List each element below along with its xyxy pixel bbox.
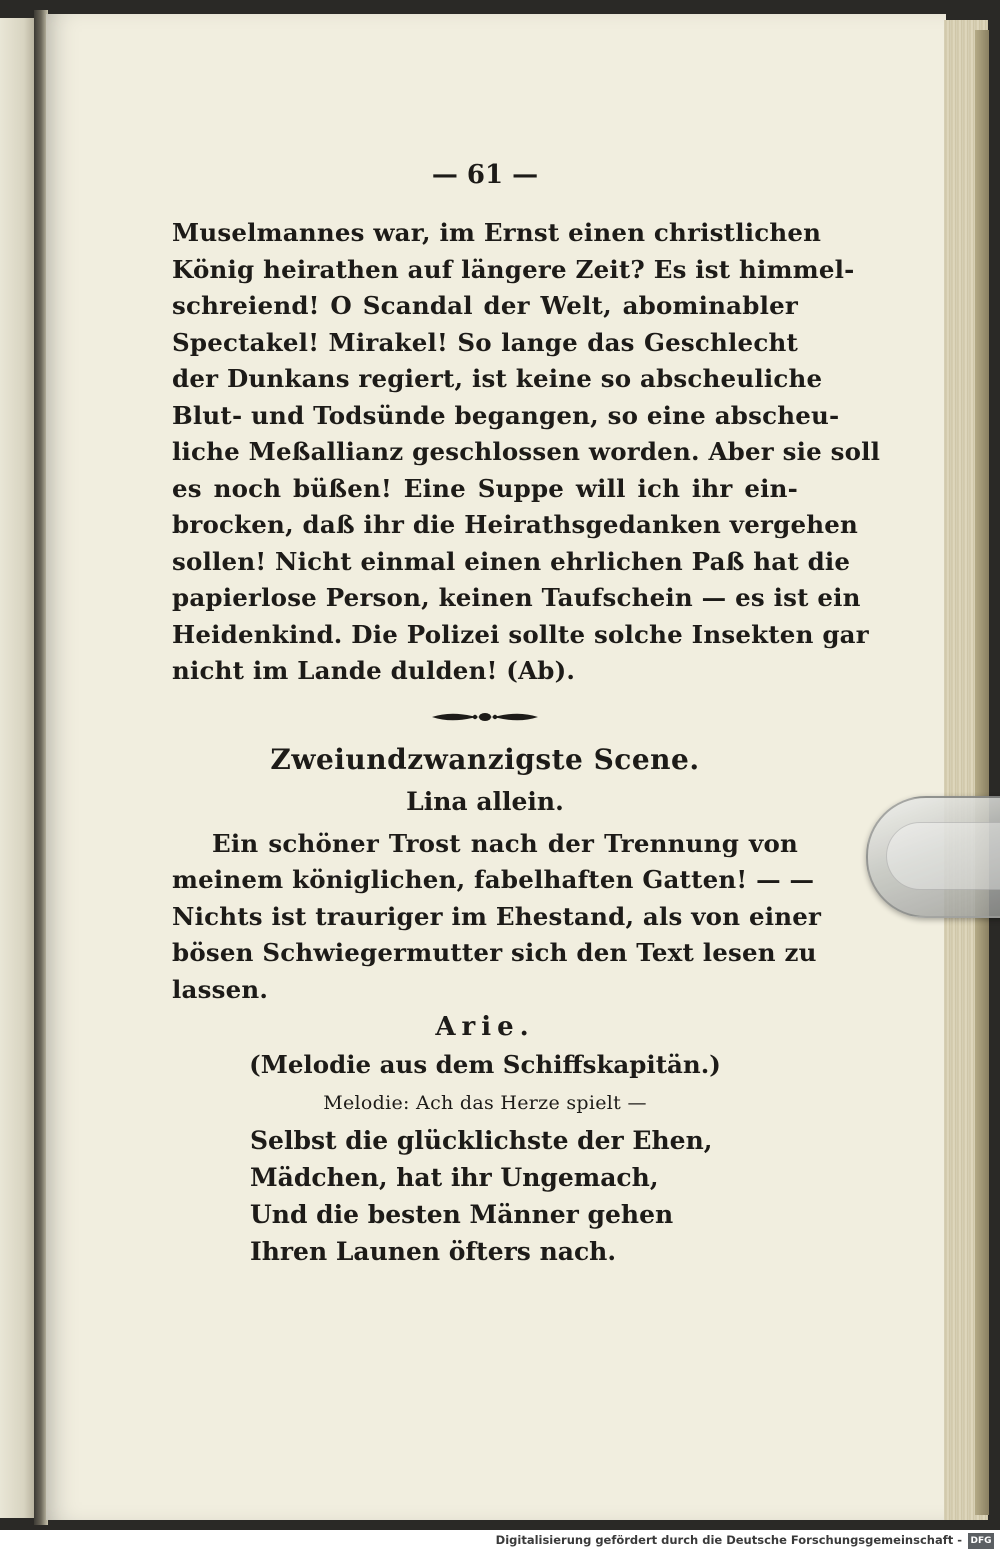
text-line: papierlose Person, keinen Taufschein — es ist ein <box>172 583 861 612</box>
text-line: lassen. <box>172 974 269 1004</box>
text-line: sollen! Nicht einmal einen ehrlichen Paß hat die <box>172 546 851 576</box>
text-line: meinem königlichen, fabelhaften Gatten! — — <box>172 865 815 894</box>
left-page-edge <box>0 18 34 1518</box>
text-line: Spectakel! Mirakel! So lange das Geschlecht <box>172 327 798 357</box>
text-line: schreiend! O Scandal der Welt, abominabler <box>172 291 798 320</box>
verse-line: Und die besten Männer gehen <box>250 1200 674 1229</box>
text-line: Muselmannes war, im Ernst einen christlichen <box>172 218 822 247</box>
dfg-logo: DFG <box>968 1533 994 1549</box>
footer-bar <box>0 1530 1000 1552</box>
text-line: nicht im Lande dulden! (Ab). <box>172 656 576 685</box>
page-clip-highlight <box>886 822 1000 890</box>
text-line: liche Meßallianz geschlossen worden. Aber sie soll <box>172 437 881 466</box>
aria-title: Arie. <box>435 1012 535 1042</box>
text-line: König heirathen auf längere Zeit? Es ist himmel- <box>172 254 855 284</box>
page-number: — 61 — <box>431 160 539 190</box>
aria-verse <box>250 1122 798 1270</box>
scene-paragraph <box>172 826 822 1009</box>
text-line: Blut- und Todsünde begangen, so eine abscheu- <box>172 400 840 430</box>
verse-line: Ihren Launen öfters nach. <box>250 1237 617 1266</box>
scene-title: Zweiundzwanzigste Scene. <box>270 742 700 776</box>
melody-source: (Melodie aus dem Schiffskapitän.) <box>249 1050 721 1079</box>
text-line: es noch büßen! Eine Suppe will ich ihr ein- <box>172 473 798 503</box>
scene-subtitle: Lina allein. <box>406 786 564 816</box>
book-cover-edge <box>975 30 989 1515</box>
verse-line: Selbst die glücklichste der Ehen, <box>250 1126 713 1155</box>
melody-note: Melodie: Ach das Herze spielt — <box>323 1092 647 1114</box>
ornament-icon <box>430 708 540 726</box>
funding-credit: Digitalisierung gefördert durch die Deutsche Forschungsgemeinschaft - <box>495 1533 962 1547</box>
page-clip <box>866 796 1000 918</box>
text-line: brocken, daß ihr die Heirathsgedanken vergehen <box>172 510 859 539</box>
monologue-paragraph <box>172 215 881 690</box>
text-line: Ein schöner Trost nach der Trennung von <box>212 828 798 858</box>
verse-line: Mädchen, hat ihr Ungemach, <box>250 1163 659 1192</box>
ornament-divider <box>172 702 798 732</box>
text-line: der Dunkans regiert, ist keine so abscheuliche <box>172 364 823 393</box>
text-line: Heidenkind. Die Polizei sollte solche Insekten gar <box>172 619 869 649</box>
text-line: Nichts ist trauriger im Ehestand, als von einer <box>172 901 822 931</box>
page-text <box>172 155 881 1270</box>
text-line: bösen Schwiegermutter sich den Text lesen zu <box>172 938 817 967</box>
